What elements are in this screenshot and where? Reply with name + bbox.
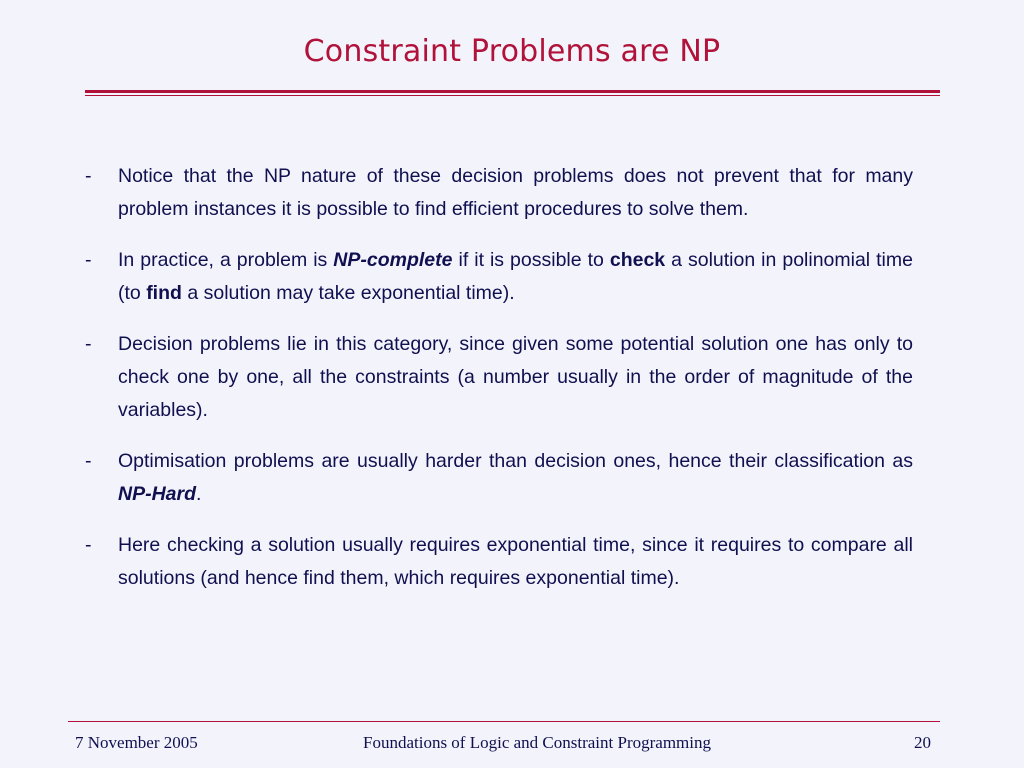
footer-course-title: Foundations of Logic and Constraint Programming [363, 733, 711, 752]
bullet-item-np-complete [85, 244, 913, 310]
bullet-item-optimisation [85, 445, 913, 511]
title-rule-thick [85, 90, 940, 93]
bullet-text-part: Optimisation problems are usually harder than decision ones, hence their classification as [118, 450, 913, 472]
keyword-np-hard: NP-Hard [118, 483, 197, 505]
bullet-marker: - [85, 450, 92, 472]
bullet-item-np-nature [85, 160, 913, 226]
bullet-text-part: . [196, 483, 202, 505]
bullet-item-checking-solution [85, 529, 913, 595]
bullet-marker: - [85, 165, 92, 187]
keyword-np-complete: NP-complete [333, 249, 453, 271]
footer-page-number: 20 [914, 733, 931, 752]
keyword-check: check [609, 249, 666, 271]
footer-rule [68, 721, 940, 722]
bullet-text [118, 445, 913, 511]
title-rule-thin [85, 95, 940, 96]
bullet-item-decision-problems [85, 328, 913, 427]
bullet-marker: - [85, 249, 92, 271]
bullet-text: Here checking a solution usually requires exponential time, since it requires to compare all solutions (and hence find them, which requires exponential time). [118, 534, 913, 589]
bullet-marker: - [85, 534, 92, 556]
keyword-find: find [146, 282, 182, 304]
slide-title: Constraint Problems are NP [303, 34, 721, 69]
bullet-marker: - [85, 333, 92, 355]
bullet-text-part: a solution in polinomial time (to [118, 249, 913, 304]
footer-date: 7 November 2005 [75, 733, 198, 752]
bullet-text-part: if it is possible to [452, 249, 610, 271]
bullet-text-part: a solution may take exponential time). [181, 282, 515, 304]
bullet-text [118, 244, 913, 310]
bullet-text: Decision problems lie in this category, since given some potential solution one has only to check one by one, all the constraints (a number usually in the order of magnitude of the variables). [118, 333, 913, 421]
bullet-text-part: In practice, a problem is [118, 249, 334, 271]
bullet-list [85, 160, 913, 613]
bullet-text: Notice that the NP nature of these decision problems does not prevent that for many problem instances it is possible to find efficient procedures to solve them. [118, 165, 913, 220]
